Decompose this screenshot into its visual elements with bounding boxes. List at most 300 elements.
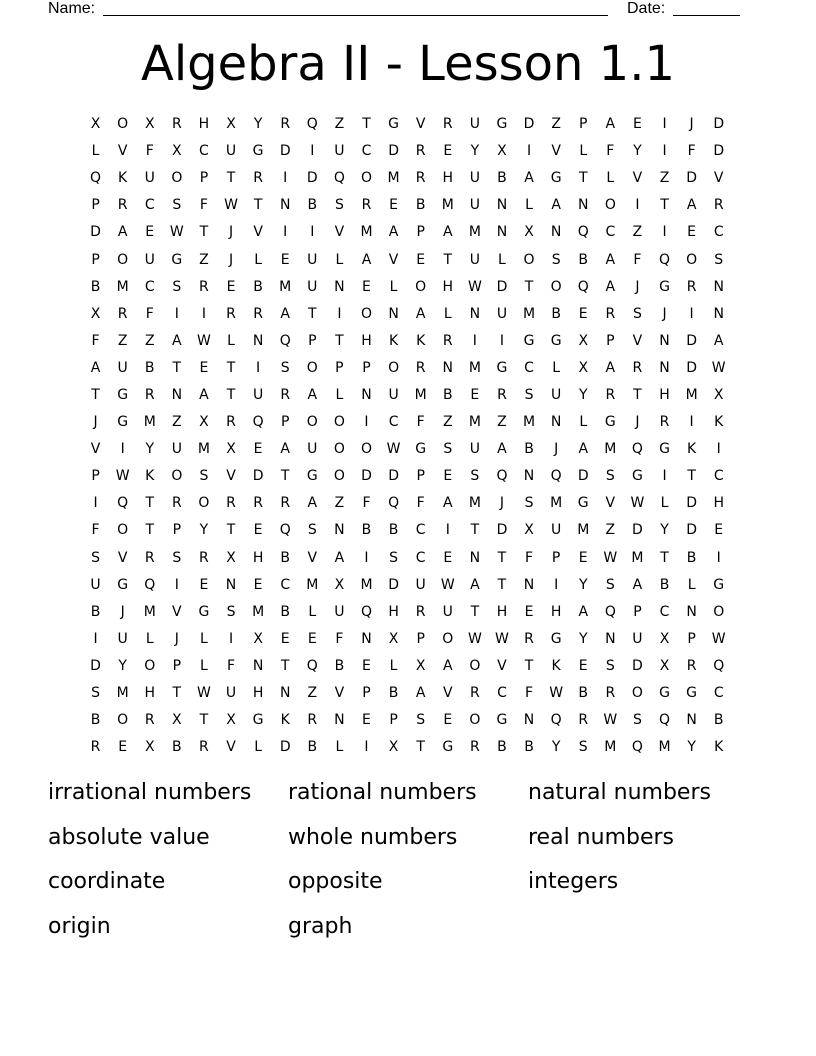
grid-letter: N	[469, 305, 481, 322]
grid-letter: T	[633, 386, 642, 403]
grid-letter: U	[442, 603, 453, 620]
grid-letter: I	[174, 576, 179, 593]
grid-letter: S	[172, 549, 182, 566]
page-title: Algebra II - Lesson 1.1	[140, 36, 676, 92]
grid-letter: J	[93, 414, 98, 431]
grid-letter: P	[389, 712, 398, 729]
grid-letter: O	[713, 603, 725, 620]
grid-letter: V	[415, 116, 426, 133]
grid-letter: N	[252, 332, 264, 349]
grid-letter: E	[307, 630, 317, 647]
grid-row	[82, 219, 734, 246]
grid-letter: B	[578, 685, 589, 702]
grid-letter: U	[117, 630, 128, 647]
grid-letter: Y	[578, 630, 588, 647]
grid-letter: S	[632, 712, 642, 729]
grid-letter: B	[307, 197, 318, 214]
grid-letter: O	[198, 495, 210, 512]
grid-letter: G	[306, 468, 318, 485]
grid-letter: X	[524, 522, 534, 539]
grid-letter: E	[362, 657, 371, 674]
grid-letter: R	[415, 359, 426, 376]
grid-letter: N	[523, 576, 535, 593]
grid-letter: T	[416, 739, 425, 756]
grid-letter: R	[686, 657, 697, 674]
grid-letter: D	[713, 116, 725, 133]
grid-letter: N	[659, 332, 670, 349]
grid-letter: N	[361, 386, 372, 403]
grid-letter: W	[467, 278, 482, 295]
grid-letter: D	[306, 170, 318, 187]
grid-letter: O	[117, 251, 129, 268]
grid-letter: Q	[631, 739, 643, 756]
grid-letter: E	[199, 576, 209, 593]
grid-letter: O	[469, 657, 481, 674]
grid-letter: R	[442, 116, 453, 133]
grid-letter: T	[443, 251, 453, 268]
grid-letter: W	[224, 197, 238, 214]
grid-letter: R	[659, 414, 670, 431]
grid-letter: L	[91, 143, 100, 160]
grid-letter: L	[579, 143, 588, 160]
grid-letter: P	[199, 170, 209, 187]
grid-letter: V	[442, 685, 453, 702]
grid-letter: C	[415, 549, 426, 566]
grid-letter: I	[445, 522, 450, 539]
grid-letter: V	[605, 495, 616, 512]
grid-letter: H	[198, 116, 210, 133]
grid-letter: P	[579, 116, 588, 133]
grid-letter: O	[523, 251, 535, 268]
grid-letter: P	[91, 468, 100, 485]
grid-letter: W	[386, 441, 401, 458]
grid-letter: E	[632, 116, 642, 133]
grid-letter: E	[578, 549, 588, 566]
grid-letter: S	[416, 712, 426, 729]
grid-letter: C	[388, 414, 399, 431]
word-bank-item: graph	[288, 913, 353, 939]
word-bank-item: absolute value	[48, 824, 210, 850]
grid-row	[82, 572, 734, 599]
grid-letter: N	[713, 278, 724, 295]
grid-row	[82, 165, 734, 192]
grid-letter: N	[550, 414, 562, 431]
grid-letter: S	[524, 495, 534, 512]
grid-letter: P	[308, 332, 317, 349]
grid-letter: N	[388, 305, 399, 322]
word-bank	[48, 780, 768, 958]
grid-letter: O	[333, 441, 345, 458]
grid-letter: G	[577, 495, 589, 512]
grid-letter: W	[630, 495, 645, 512]
grid-letter: V	[172, 603, 182, 620]
word-search-grid	[82, 111, 734, 761]
grid-letter: Z	[199, 251, 209, 268]
grid-letter: R	[117, 197, 128, 214]
grid-letter: B	[253, 278, 263, 295]
grid-letter: P	[416, 630, 425, 647]
grid-letter: N	[523, 468, 535, 485]
grid-letter: G	[117, 576, 129, 593]
grid-row	[82, 436, 734, 463]
grid-letter: Y	[687, 739, 696, 756]
word-bank-item: real numbers	[528, 824, 675, 850]
grid-letter: D	[523, 116, 535, 133]
grid-letter: T	[470, 603, 480, 620]
grid-letter: W	[711, 630, 726, 647]
grid-letter: R	[117, 305, 128, 322]
grid-letter: T	[578, 170, 588, 187]
grid-letter: W	[549, 685, 564, 702]
grid-letter: W	[169, 224, 184, 241]
grid-letter: B	[280, 549, 290, 566]
grid-letter: U	[307, 251, 318, 268]
grid-letter: Z	[551, 116, 561, 133]
grid-letter: L	[254, 739, 263, 756]
grid-letter: P	[335, 359, 344, 376]
word-bank-item: opposite	[288, 869, 383, 894]
grid-letter: A	[713, 332, 724, 349]
grid-letter: N	[361, 630, 372, 647]
grid-letter: Q	[306, 116, 318, 133]
grid-letter: X	[226, 549, 236, 566]
grid-letter: N	[469, 549, 481, 566]
grid-letter: M	[468, 414, 481, 431]
grid-letter: H	[659, 386, 670, 403]
grid-letter: H	[442, 278, 454, 295]
grid-letter: L	[335, 739, 344, 756]
grid-letter: C	[497, 685, 507, 702]
grid-letter: E	[280, 630, 290, 647]
grid-letter: O	[686, 251, 698, 268]
grid-row	[82, 138, 734, 165]
grid-letter: X	[415, 657, 426, 674]
grid-letter: G	[604, 414, 616, 431]
grid-letter: C	[659, 603, 670, 620]
grid-letter: B	[415, 197, 426, 214]
grid-letter: X	[713, 386, 724, 403]
grid-letter: S	[307, 522, 317, 539]
grid-letter: B	[578, 251, 589, 268]
grid-letter: V	[632, 332, 643, 349]
grid-letter: I	[364, 414, 369, 431]
grid-letter: N	[523, 712, 535, 729]
grid-letter: B	[388, 522, 399, 539]
grid-letter: O	[388, 359, 400, 376]
grid-letter: K	[551, 657, 561, 674]
grid-letter: D	[252, 468, 264, 485]
grid-letter: O	[144, 657, 156, 674]
grid-letter: G	[496, 712, 508, 729]
grid-letter: P	[172, 657, 182, 674]
grid-letter: A	[388, 224, 399, 241]
grid-letter: R	[199, 278, 209, 295]
grid-letter: G	[686, 685, 698, 702]
grid-letter: N	[442, 359, 453, 376]
grid-letter: E	[470, 386, 480, 403]
grid-letter: X	[659, 657, 670, 674]
grid-letter: E	[253, 522, 263, 539]
grid-letter: T	[172, 359, 182, 376]
grid-letter: F	[335, 630, 344, 647]
name-label: Name:	[48, 0, 96, 17]
grid-letter: N	[550, 224, 562, 241]
grid-letter: O	[442, 630, 454, 647]
grid-letter: B	[524, 739, 534, 756]
grid-letter: E	[443, 712, 453, 729]
grid-letter: R	[469, 685, 480, 702]
grid-letter: Q	[144, 576, 156, 593]
grid-letter: L	[552, 359, 561, 376]
grid-letter: Q	[496, 468, 508, 485]
grid-letter: U	[469, 170, 480, 187]
grid-letter: L	[335, 251, 344, 268]
grid-letter: D	[632, 657, 643, 674]
grid-letter: R	[632, 359, 643, 376]
grid-letter: X	[144, 116, 155, 133]
grid-letter: K	[388, 332, 399, 349]
grid-letter: M	[468, 495, 481, 512]
grid-letter: N	[252, 657, 264, 674]
grid-letter: S	[334, 197, 344, 214]
grid-letter: T	[199, 224, 209, 241]
grid-letter: I	[337, 305, 342, 322]
grid-letter: B	[524, 441, 534, 458]
grid-letter: Q	[659, 712, 671, 729]
grid-letter: N	[577, 197, 589, 214]
grid-letter: A	[334, 549, 345, 566]
grid-letter: A	[470, 576, 480, 593]
grid-letter: L	[335, 386, 344, 403]
grid-letter: U	[551, 522, 562, 539]
grid-letter: C	[713, 468, 724, 485]
grid-row	[82, 192, 734, 219]
grid-letter: X	[388, 739, 399, 756]
grid-letter: C	[605, 224, 616, 241]
grid-letter: I	[310, 224, 315, 241]
grid-letter: H	[144, 685, 155, 702]
grid-letter: G	[171, 251, 183, 268]
grid-letter: N	[659, 359, 670, 376]
grid-letter: M	[116, 278, 129, 295]
grid-letter: F	[687, 143, 696, 160]
grid-letter: W	[467, 630, 482, 647]
grid-letter: Y	[199, 522, 209, 539]
grid-letter: P	[416, 468, 425, 485]
grid-letter: H	[442, 170, 454, 187]
grid-letter: I	[526, 143, 532, 160]
grid-letter: D	[90, 224, 101, 241]
grid-letter: X	[144, 739, 155, 756]
grid-letter: G	[496, 359, 508, 376]
grid-letter: Q	[360, 603, 372, 620]
grid-letter: K	[714, 414, 724, 431]
grid-letter: M	[143, 414, 156, 431]
grid-letter: R	[686, 278, 697, 295]
grid-letter: Z	[334, 116, 345, 133]
grid-letter: S	[199, 468, 209, 485]
grid-letter: A	[686, 197, 697, 214]
grid-letter: V	[226, 739, 236, 756]
grid-letter: T	[335, 332, 344, 349]
date-blank-line[interactable]	[673, 15, 740, 16]
grid-letter: Y	[253, 116, 263, 133]
grid-letter: S	[551, 251, 561, 268]
grid-letter: X	[199, 414, 209, 431]
grid-letter: W	[115, 468, 130, 485]
grid-letter: J	[228, 224, 234, 241]
grid-letter: R	[280, 116, 291, 133]
grid-letter: U	[307, 441, 318, 458]
grid-letter: U	[469, 197, 480, 214]
word-bank-item: rational numbers	[288, 780, 477, 805]
grid-letter: G	[415, 441, 427, 458]
grid-letter: O	[360, 441, 372, 458]
grid-letter: A	[90, 359, 101, 376]
grid-letter: U	[225, 685, 237, 702]
grid-letter: N	[334, 278, 345, 295]
grid-letter: S	[605, 657, 615, 674]
grid-letter: R	[253, 495, 263, 512]
grid-letter: Q	[631, 441, 643, 458]
grid-letter: F	[145, 305, 154, 322]
grid-letter: Y	[633, 143, 642, 160]
grid-letter: A	[497, 441, 507, 458]
grid-letter: I	[662, 143, 667, 160]
grid-letter: L	[227, 332, 235, 349]
word-bank-item: origin	[48, 913, 111, 939]
grid-letter: X	[90, 305, 101, 322]
grid-letter: D	[496, 278, 508, 295]
grid-letter: A	[605, 251, 616, 268]
grid-letter: I	[364, 739, 369, 756]
grid-letter: K	[416, 332, 426, 349]
grid-letter: G	[659, 441, 670, 458]
grid-letter: P	[280, 414, 290, 431]
grid-letter: E	[362, 278, 371, 295]
grid-letter: R	[199, 549, 209, 566]
grid-letter: V	[117, 143, 128, 160]
grid-letter: U	[469, 116, 480, 133]
grid-letter: I	[283, 170, 288, 187]
grid-letter: Q	[550, 712, 562, 729]
grid-letter: K	[687, 441, 697, 458]
grid-letter: Q	[117, 495, 129, 512]
grid-letter: L	[389, 278, 398, 295]
grid-letter: N	[686, 712, 697, 729]
grid-letter: I	[201, 305, 206, 322]
grid-letter: N	[605, 630, 616, 647]
grid-letter: D	[686, 495, 697, 512]
grid-letter: S	[280, 359, 290, 376]
grid-letter: A	[415, 685, 426, 702]
grid-letter: R	[226, 414, 236, 431]
grid-letter: I	[662, 116, 667, 133]
grid-letter: T	[91, 386, 100, 403]
grid-letter: T	[308, 305, 317, 322]
grid-letter: M	[550, 495, 563, 512]
grid-letter: V	[632, 170, 643, 187]
grid-letter: Z	[172, 414, 182, 431]
grid-letter: E	[199, 359, 209, 376]
grid-letter: C	[144, 197, 155, 214]
grid-letter: X	[172, 143, 182, 160]
grid-letter: C	[713, 685, 724, 702]
grid-letter: B	[659, 576, 670, 593]
grid-letter: T	[362, 116, 371, 133]
grid-letter: M	[604, 441, 617, 458]
grid-letter: Q	[279, 332, 291, 349]
grid-letter: E	[714, 522, 724, 539]
grid-letter: M	[468, 359, 481, 376]
grid-letter: O	[604, 197, 616, 214]
grid-letter: T	[253, 197, 263, 214]
grid-letter: D	[496, 522, 508, 539]
grid-letter: D	[90, 657, 101, 674]
grid-row	[82, 328, 734, 355]
grid-letter: G	[442, 739, 454, 756]
grid-row	[82, 490, 734, 517]
grid-letter: M	[604, 739, 617, 756]
grid-letter: Y	[578, 576, 588, 593]
grid-letter: O	[171, 468, 183, 485]
grid-letter: E	[443, 468, 453, 485]
grid-letter: Y	[470, 143, 480, 160]
grid-letter: A	[524, 170, 534, 187]
grid-letter: M	[523, 414, 536, 431]
grid-letter: V	[90, 441, 101, 458]
grid-letter: X	[524, 224, 534, 241]
grid-letter: O	[469, 712, 481, 729]
grid-letter: Z	[659, 170, 670, 187]
grid-letter: R	[605, 685, 616, 702]
grid-letter: Q	[252, 414, 264, 431]
grid-letter: O	[306, 359, 318, 376]
grid-letter: Z	[117, 332, 128, 349]
grid-letter: U	[144, 251, 155, 268]
grid-letter: T	[660, 549, 669, 566]
grid-letter: V	[388, 251, 399, 268]
grid-letter: I	[283, 224, 288, 241]
grid-letter: V	[551, 143, 561, 160]
grid-letter: G	[631, 468, 643, 485]
grid-letter: T	[660, 197, 669, 214]
name-blank-line[interactable]	[103, 15, 608, 16]
grid-letter: E	[362, 712, 371, 729]
grid-row	[82, 626, 734, 653]
grid-letter: F	[606, 143, 615, 160]
grid-letter: R	[144, 386, 155, 403]
grid-letter: N	[686, 603, 697, 620]
grid-letter: I	[689, 414, 694, 431]
grid-letter: F	[525, 549, 534, 566]
grid-letter: Y	[118, 657, 127, 674]
grid-letter: D	[388, 576, 399, 593]
grid-letter: D	[279, 739, 291, 756]
grid-letter: M	[197, 441, 210, 458]
grid-letter: U	[144, 170, 155, 187]
grid-letter: U	[415, 576, 426, 593]
grid-letter: L	[579, 414, 588, 431]
grid-letter: J	[689, 116, 694, 133]
grid-letter: G	[550, 630, 562, 647]
grid-letter: M	[360, 576, 373, 593]
grid-letter: K	[118, 170, 128, 187]
grid-letter: C	[713, 224, 724, 241]
grid-letter: T	[226, 359, 236, 376]
grid-letter: R	[199, 739, 209, 756]
grid-letter: E	[443, 549, 453, 566]
